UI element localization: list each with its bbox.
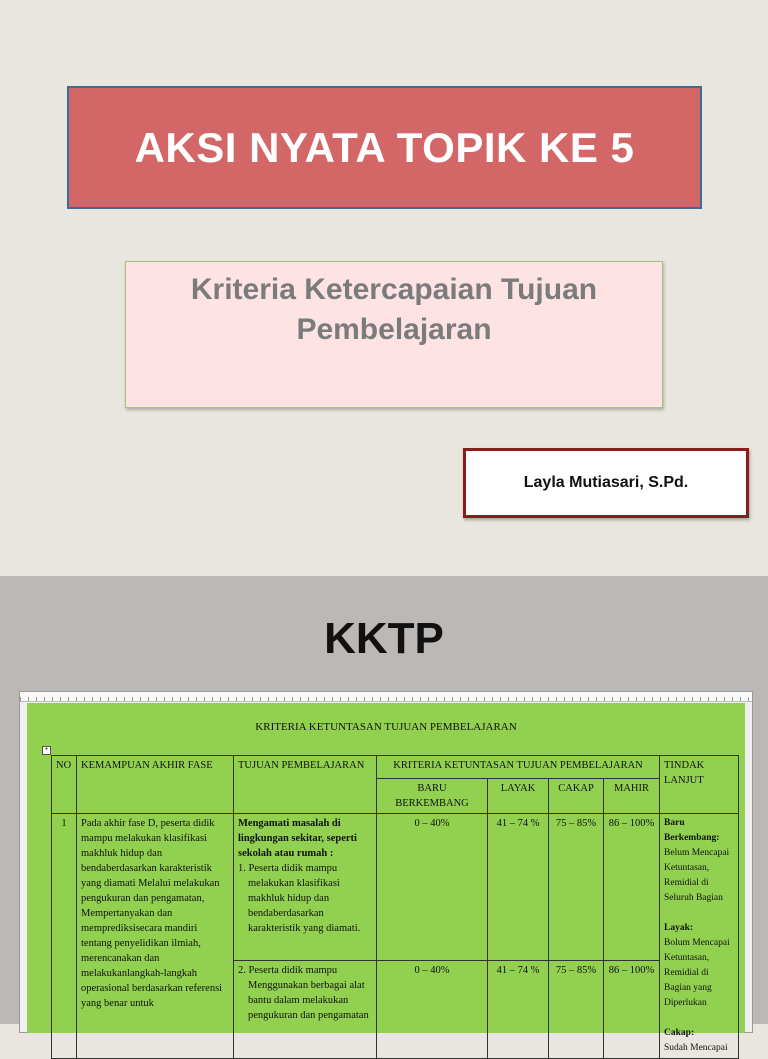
cell-cakap-1: 75 – 85% [549,814,604,961]
cell-tujuan-2 [234,961,377,1059]
cell-layak-2: 41 – 74 % [488,961,549,1059]
kktp-table [51,755,739,1059]
cell-mahir-1: 86 – 100% [604,814,660,961]
cell-no: 1 [52,814,77,1059]
tl-cakap-text: Sudah Mencapai [664,1043,728,1053]
document-heading: KRITERIA KETUNTASAN TUJUAN PEMBELAJARAN [255,721,517,733]
header-baru-berkembang: BARU BERKEMBANG [377,779,488,814]
tl-layak-text: Bolum Mencapai Ketuntasan, Remidial di Bagian yang Diperlukan [664,938,730,1008]
subtitle-line-1: Kriteria Ketercapaian Tujuan [190,273,598,306]
subtitle-line-2: Pembelajaran [296,313,492,346]
header-mahir: MAHIR [604,779,660,814]
tl-cakap-label: Cakap: [664,1028,695,1038]
document-screenshot [19,691,753,1053]
tujuan-item-2: 2. Peserta didik mampu Menggunakan berbagai alat bantu dalam melakukan pengukuran dan pengamatan [238,965,369,1021]
cell-mahir-2: 86 – 100% [604,961,660,1059]
table-header-row [52,756,739,779]
slide-2 [0,576,768,1053]
cell-kemampuan: Pada akhir fase D, peserta didik mampu melakukan klasifikasi makhluk hidup dan bendaberdasarkan karakteristik yang diamati Melalui melakukan pengukuran dan pengamatan, Mempertanyakan dan memprediksisecara mandiri tentang penyelidikan ilmiah, merencanakan dan melakukanlangkah-langkah operasional berdasarkan referensi yang benar untuk [77,814,234,1059]
slide-2-title: KKTP [324,614,444,663]
author-box [463,448,749,518]
header-tindak-lanjut: TINDAK LANJUT [660,756,739,814]
cell-baru-1: 0 – 40% [377,814,488,961]
header-cakap: CAKAP [549,779,604,814]
tl-layak-label: Layak: [664,923,694,933]
tl-baru-text: Belum Mencapai Ketuntasan, Remidial di Seluruh Bagian [664,848,730,903]
tujuan-intro: Mengamati masalah di lingkungan sekitar, seperti sekolah atau rumah : [238,818,357,859]
header-kemampuan: KEMAMPUAN AKHIR FASE [77,756,234,814]
tujuan-item-1: 1. Peserta didik mampu melakukan klasifikasi makhluk hidup dan bendaberdasarkan karakteristik yang diamati. [238,863,361,934]
header-no: NO [52,756,77,814]
document-ruler [20,692,752,702]
subtitle-box [125,261,663,408]
document-page [27,703,745,1053]
cell-layak-1: 41 – 74 % [488,814,549,961]
cell-tindak-lanjut [660,814,739,1059]
cell-baru-2: 0 – 40% [377,961,488,1059]
header-kriteria: KRITERIA KETUNTASAN TUJUAN PEMBELAJARAN [377,756,660,779]
table-move-handle-icon: + [42,746,51,755]
cell-tujuan-1 [234,814,377,961]
header-layak: LAYAK [488,779,549,814]
title-banner [67,86,702,209]
tl-baru-label: Baru Berkembang: [664,818,720,843]
slide-title: AKSI NYATA TOPIK KE 5 [134,123,635,171]
header-tujuan: TUJUAN PEMBELAJARAN [234,756,377,814]
table-row [52,814,739,961]
author-name: Layla Mutiasari, S.Pd. [523,474,689,491]
cell-cakap-2: 75 – 85% [549,961,604,1059]
